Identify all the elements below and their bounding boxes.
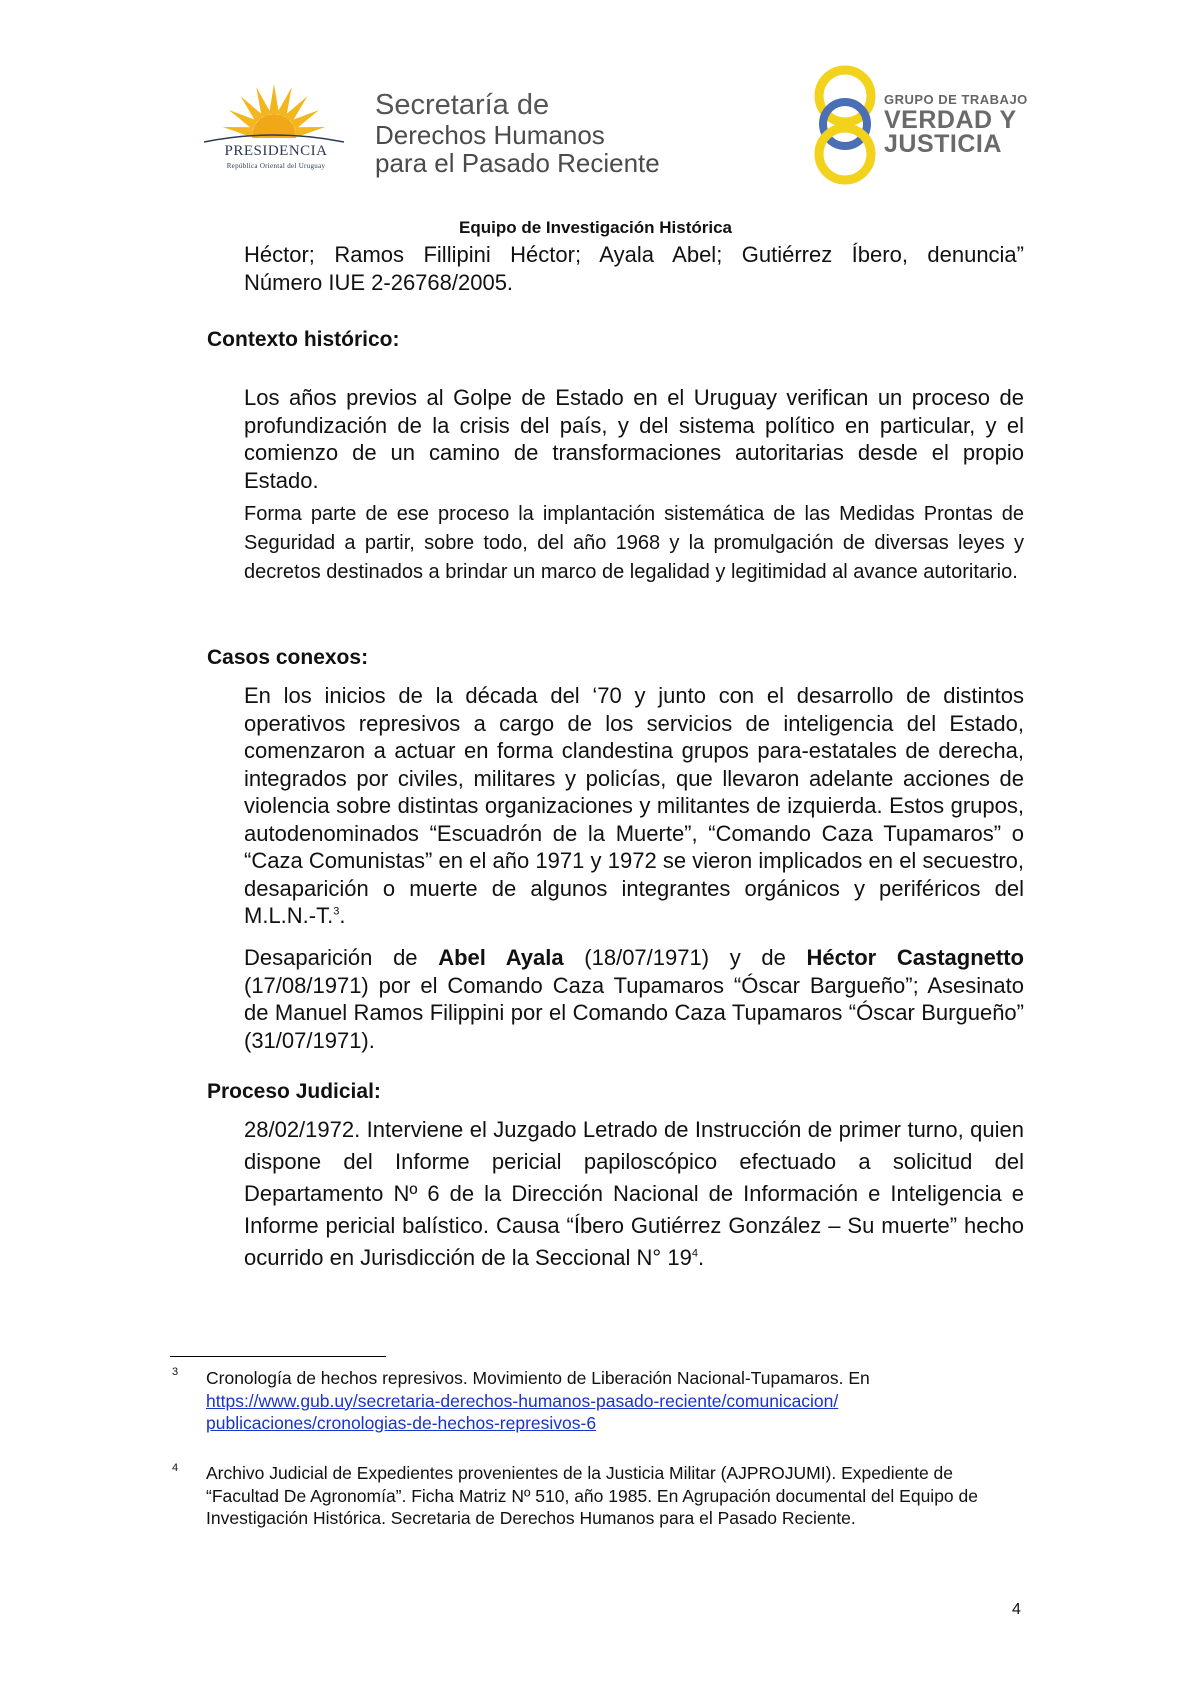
footnote-3-link-line2[interactable]: publicaciones/cronologias-de-hechos-represivos-6 [206,1413,597,1433]
casos-p1-end: . [339,903,346,928]
footnote-4-text: Archivo Judicial de Expedientes provenientes de la Justicia Militar (AJPROJUMI). Expediente de “Facultad De Agronomía”. Ficha Matriz Nº 510, año 1985. En Agrupación documental del Equipo de Investigación Histórica. Secretaria de Derechos Humanos para el Pasado Reciente. [206,1463,978,1528]
secretaria-line3: para el Pasado Reciente [375,148,660,178]
proceso-p1-end: . [697,1245,705,1270]
footnote-ref-3[interactable]: 3 [333,905,340,918]
proceso-paragraph [244,1114,1024,1274]
casos-heading: Casos conexos: [207,646,369,669]
secretaria-wordmark [375,90,660,177]
presidencia-title: PRESIDENCIA [224,143,328,159]
victim-name-hector-castagnetto: Héctor Castagnetto [806,945,1024,970]
page-header [0,0,1191,210]
casos-p2-c: (17/08/1971) por el Comando Caza Tupamaros “Óscar Bargueño”; Asesinato de Manuel Ramos Filippini por el Comando Caza Tupamaros “Óscar Burgueño” (31/07/1971). [244,972,1024,1053]
verdad-justicia-rings-logo [812,62,878,186]
footnote-3-number: 3 [172,1366,179,1378]
grupo-trabajo-label: GRUPO DE TRABAJO [884,92,1028,107]
contexto-heading: Contexto histórico: [207,328,400,351]
contexto-paragraph-1: Los años previos al Golpe de Estado en el Uruguay verifican un proceso de profundización de la crisis del país, y del sistema político en particular, y el comienzo de un camino de transformaciones autoritarias desde el propio Estado. [244,385,1024,493]
casos-p2-b: (18/07/1971) y de [563,945,807,970]
presidencia-subtitle: República Oriental del Uruguay [226,162,326,170]
secretaria-line1: Secretaría de [375,89,550,121]
casos-p2-a: Desaparición de [244,945,439,970]
footnote-3-text: Cronología de hechos represivos. Movimiento de Liberación Nacional-Tupamaros. En [206,1368,870,1388]
intro-line2: Número IUE 2-26768/2005. [244,269,514,295]
proceso-heading: Proceso Judicial: [207,1080,381,1103]
footnote-3-link-line1[interactable]: https://www.gub.uy/secretaria-derechos-humanos-pasado-reciente/comunicacion/ [206,1390,839,1411]
justicia-label: JUSTICIA [884,130,1002,158]
footnote-4-number: 4 [172,1462,179,1474]
victim-name-abel-ayala: Abel Ayala [438,945,564,970]
contexto-paragraph-2: Forma parte de ese proceso la implantación sistemática de las Medidas Prontas de Seguridad a partir, sobre todo, del año 1968 y la promulgación de diversas leyes y decretos destinados a brindar un marco de legalidad y legitimidad al avance autoritario. [244,503,1024,583]
intro-paragraph [244,241,1024,296]
casos-paragraph-2 [244,944,1024,1054]
footnote-3 [206,1367,1046,1435]
footnote-separator [170,1356,386,1357]
team-title: Equipo de Investigación Histórica [459,218,732,237]
verdad-label: VERDAD Y [884,106,1017,134]
page-number: 4 [1012,1601,1021,1618]
intro-line1: Héctor; Ramos Fillipini Héctor; Ayala Abel; Gutiérrez Íbero, denuncia” [244,242,1024,267]
casos-p1-text: En los inicios de la década del ‘70 y junto con el desarrollo de distintos operativos represivos a cargo de los servicios de inteligencia del Estado, comenzaron a actuar en forma clandestina grupos para-estatales de derecha, integrados por civiles, militares y policías, que llevaron adelante acciones de violencia sobre distintas organizaciones y militantes de izquierda. Estos grupos, autodenominados “Escuadrón de la Muerte”, “Comando Caza Tupamaros” o “Caza Comunistas” en el año 1971 y 1972 se vieron implicados en el secuestro, desaparición o muerte de algunos integrantes orgánicos y periféricos del M.L.N.-T. [244,683,1024,928]
casos-paragraph-1 [244,682,1024,930]
footnote-ref-4[interactable]: 4 [691,1247,698,1260]
secretaria-line2: Derechos Humanos [375,120,605,150]
proceso-p1-text: 28/02/1972. Interviene el Juzgado Letrado de Instrucción de primer turno, quien dispone del Informe pericial papiloscópico efectuado a solicitud del Departamento Nº 6 de la Dirección Nacional de Información e Inteligencia e Informe pericial balístico. Causa “Íbero Gutiérrez González – Su muerte” hecho ocurrido en Jurisdicción de la Seccional N° 19 [244,1117,1024,1270]
